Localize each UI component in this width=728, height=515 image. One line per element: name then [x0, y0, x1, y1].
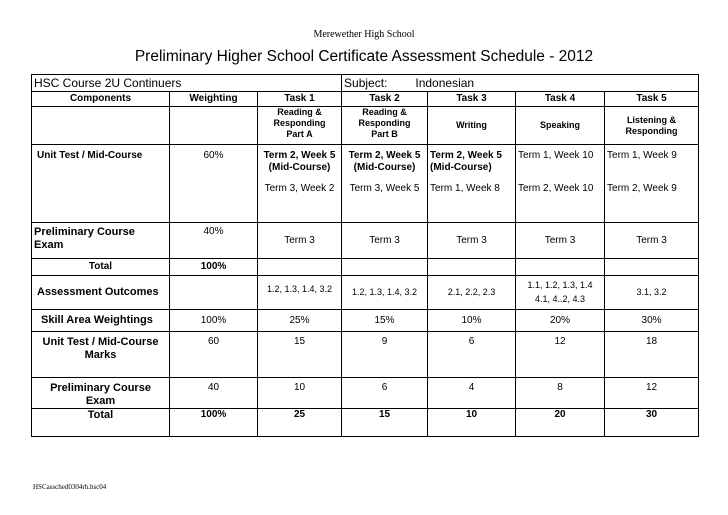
outcomes-task-2: 1.2, 1.3, 1.4, 3.2	[342, 276, 428, 310]
header-weighting: Weighting	[170, 92, 258, 107]
exam-marks-weight: 40	[170, 378, 258, 409]
footer-filename: HSCassched0304rh.hsc04	[33, 483, 107, 491]
subject-label: Subject:	[344, 76, 388, 90]
header-row	[32, 92, 699, 107]
exam-marks-row	[32, 378, 699, 409]
marks-total-task-4: 20	[516, 409, 605, 437]
header-task-3: Task 3	[428, 92, 516, 107]
prelim-exam-task-2: Term 3	[342, 223, 428, 259]
course-row	[32, 75, 699, 92]
skill-weight: 100%	[170, 310, 258, 332]
task-type-5: Listening & Responding	[605, 107, 699, 145]
subject-cell	[342, 75, 699, 92]
school-name: Merewether High School	[313, 29, 415, 40]
header-task-1: Task 1	[258, 92, 342, 107]
unit-test-task-3: Term 2, Week 5 (Mid-Course) Term 1, Week 8	[428, 145, 516, 223]
unit-test-task-1: Term 2, Week 5 (Mid-Course) Term 3, Week 2	[258, 145, 342, 223]
marks-total-task-5: 30	[605, 409, 699, 437]
outcomes-weight-blank	[170, 276, 258, 310]
unit-test-task-2: Term 2, Week 5 (Mid-Course) Term 3, Week 5	[342, 145, 428, 223]
marks-total-label: Total	[32, 409, 170, 437]
task-type-2: Reading & Responding Part B	[342, 107, 428, 145]
skill-task-4: 20%	[516, 310, 605, 332]
exam-marks-task-5: 12	[605, 378, 699, 409]
header-task-4: Task 4	[516, 92, 605, 107]
prelim-exam-row	[32, 223, 699, 259]
outcomes-task-5: 3.1, 3.2	[605, 276, 699, 310]
assessment-schedule-table	[31, 74, 699, 437]
exam-marks-label: Preliminary Course Exam	[32, 378, 170, 409]
marks-total-task-2: 15	[342, 409, 428, 437]
total-weight-blank	[342, 259, 428, 276]
header-task-2: Task 2	[342, 92, 428, 107]
task-type-3: Writing	[428, 107, 516, 145]
exam-marks-task-4: 8	[516, 378, 605, 409]
skill-weight-row	[32, 310, 699, 332]
unit-marks-task-2: 9	[342, 332, 428, 378]
task-type-blank	[32, 107, 170, 145]
task-type-blank	[170, 107, 258, 145]
exam-marks-task-2: 6	[342, 378, 428, 409]
prelim-exam-label: Preliminary Course Exam	[32, 223, 170, 259]
marks-total-task-1: 25	[258, 409, 342, 437]
prelim-exam-task-3: Term 3	[428, 223, 516, 259]
marks-total-weight: 100%	[170, 409, 258, 437]
total-weight-blank	[516, 259, 605, 276]
total-weight-blank	[258, 259, 342, 276]
page-title: Preliminary Higher School Certificate Assessment Schedule - 2012	[134, 48, 594, 65]
unit-marks-task-4: 12	[516, 332, 605, 378]
prelim-exam-weight: 40%	[170, 223, 258, 259]
outcomes-row	[32, 276, 699, 310]
total-weight-label: Total	[32, 259, 170, 276]
skill-label: Skill Area Weightings	[32, 310, 170, 332]
subject-value: Indonesian	[415, 76, 475, 90]
total-weight-blank	[428, 259, 516, 276]
skill-task-1: 25%	[258, 310, 342, 332]
outcomes-task-3: 2.1, 2.2, 2.3	[428, 276, 516, 310]
unit-marks-weight: 60	[170, 332, 258, 378]
unit-test-row	[32, 145, 699, 223]
unit-marks-label: Unit Test / Mid-Course Marks	[32, 332, 170, 378]
unit-test-task-4: Term 1, Week 10 Term 2, Week 10	[516, 145, 605, 223]
outcomes-task-1: 1.2, 1.3, 1.4, 3.2	[258, 276, 342, 310]
prelim-exam-task-4: Term 3	[516, 223, 605, 259]
task-type-1: Reading & Responding Part A	[258, 107, 342, 145]
unit-marks-task-1: 15	[258, 332, 342, 378]
skill-task-3: 10%	[428, 310, 516, 332]
unit-test-task-5: Term 1, Week 9 Term 2, Week 9	[605, 145, 699, 223]
outcomes-label: Assessment Outcomes	[32, 276, 170, 310]
exam-marks-task-1: 10	[258, 378, 342, 409]
total-weight-blank	[605, 259, 699, 276]
total-weight-value: 100%	[170, 259, 258, 276]
header-components: Components	[32, 92, 170, 107]
course-name: HSC Course 2U Continuers	[32, 75, 342, 92]
unit-test-label: Unit Test / Mid-Course	[32, 145, 170, 223]
total-weight-row	[32, 259, 699, 276]
marks-total-task-3: 10	[428, 409, 516, 437]
unit-marks-task-3: 6	[428, 332, 516, 378]
marks-total-row	[32, 409, 699, 437]
skill-task-2: 15%	[342, 310, 428, 332]
header-task-5: Task 5	[605, 92, 699, 107]
unit-marks-task-5: 18	[605, 332, 699, 378]
task-type-row	[32, 107, 699, 145]
exam-marks-task-3: 4	[428, 378, 516, 409]
unit-marks-row	[32, 332, 699, 378]
prelim-exam-task-5: Term 3	[605, 223, 699, 259]
outcomes-task-4: 1.1, 1.2, 1.3, 1.4 4.1, 4..2, 4.3	[516, 276, 605, 310]
skill-task-5: 30%	[605, 310, 699, 332]
unit-test-weight: 60%	[170, 145, 258, 223]
prelim-exam-task-1: Term 3	[258, 223, 342, 259]
task-type-4: Speaking	[516, 107, 605, 145]
